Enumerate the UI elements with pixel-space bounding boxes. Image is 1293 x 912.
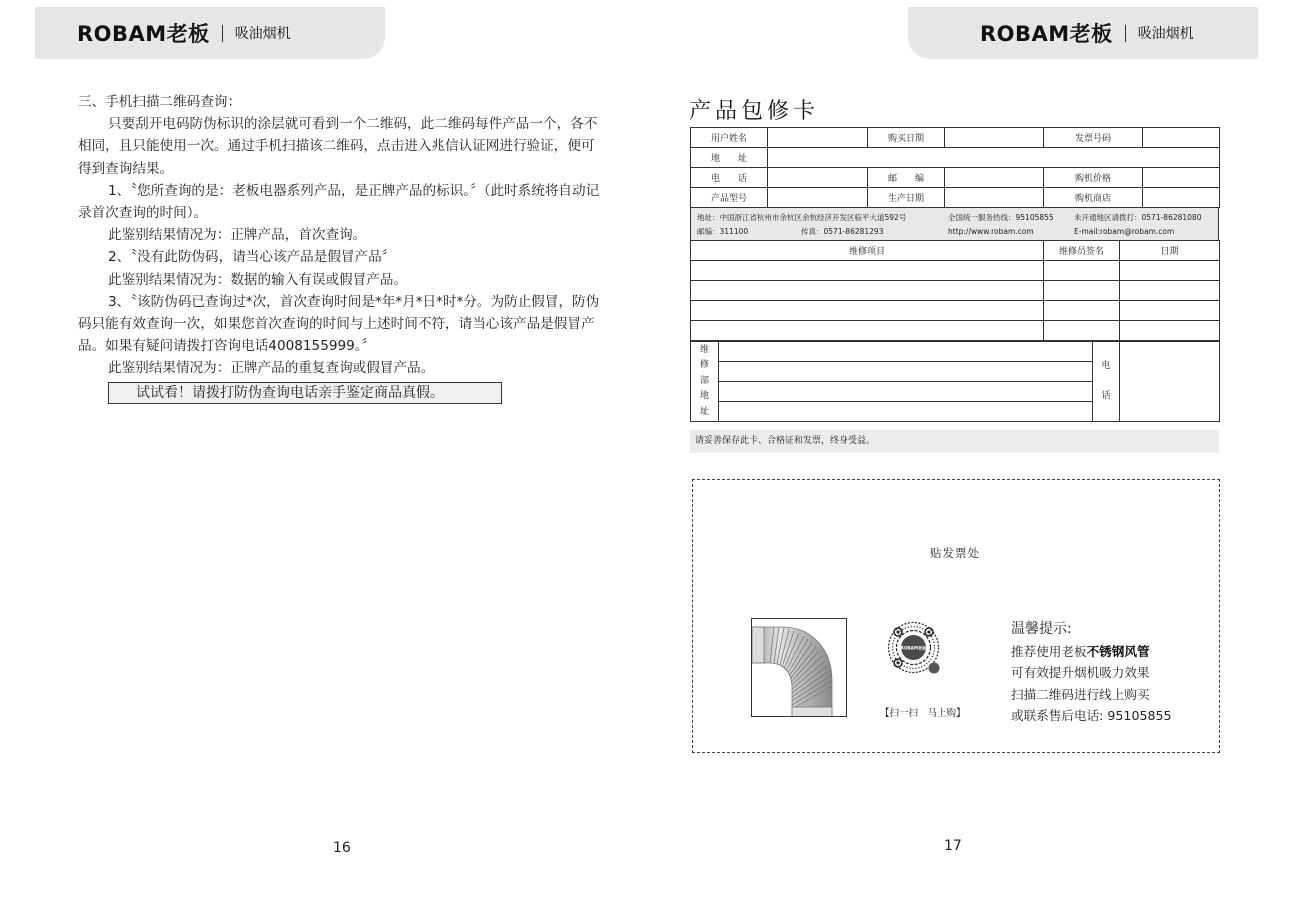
nonzone-phone: 未开通地区请拨打：0571-86281080: [1074, 213, 1202, 222]
company-email: E-mail:robam@robam.com: [1074, 227, 1175, 236]
result-2: 此鉴别结果情况为：数据的输入有误或假冒产品。: [108, 271, 408, 288]
label-production-date: 生产日期: [868, 188, 945, 208]
flexible-duct-icon: [752, 619, 847, 717]
customer-info-table: [690, 127, 1220, 208]
keep-card-note: 请妥善保存此卡、合格证和发票，终身受益。: [690, 430, 1219, 453]
field-phone[interactable]: [768, 168, 868, 188]
result-3: 此鉴别结果情况为：正牌产品的重复查询或假冒产品。: [108, 360, 435, 377]
case-2: 2、〝没有此防伪码，请当心该产品是假冒产品〞: [108, 249, 396, 266]
repair-item-cell[interactable]: [691, 301, 1044, 321]
repair-date-cell[interactable]: [1120, 301, 1220, 321]
warranty-card-title: 产品包修卡: [689, 99, 820, 124]
qr-caption: 【扫一扫 马上购】: [880, 708, 966, 719]
header-repair-item: 维修项目: [691, 241, 1044, 261]
repair-sign-cell[interactable]: [1044, 321, 1120, 341]
label-user-name: 用户姓名: [691, 128, 768, 148]
repair-date-cell[interactable]: [1120, 281, 1220, 301]
repair-item-cell[interactable]: [691, 281, 1044, 301]
repair-dept-table: [690, 341, 1220, 422]
header-subtitle: 吸油烟机: [234, 26, 291, 42]
page-number-left: 16: [333, 840, 351, 856]
case-1: 1、〝您所查询的是：老板电器系列产品，是正牌产品的标识。〞（此时系统将自动记录首次查询的时间）。: [78, 182, 600, 222]
label-invoice-no: 发票号码: [1044, 128, 1143, 148]
dept-address-line[interactable]: [719, 402, 1093, 422]
field-dept-phone[interactable]: [1120, 342, 1220, 422]
dept-address-line[interactable]: [719, 382, 1093, 402]
header-divider: [222, 25, 223, 42]
field-purchase-date[interactable]: [945, 128, 1044, 148]
repair-sign-cell[interactable]: [1044, 301, 1120, 321]
label-repair-dept-address: 维 修 部 地 址: [691, 342, 719, 422]
dept-address-line[interactable]: [719, 342, 1093, 362]
field-zip[interactable]: [945, 168, 1044, 188]
dept-address-line[interactable]: [719, 362, 1093, 382]
header-subtitle: 吸油烟机: [1137, 26, 1194, 42]
tips-line-3: 扫描二维码进行线上购买: [1011, 686, 1150, 702]
header-right: [908, 7, 1258, 59]
invoice-paste-area: [692, 479, 1220, 753]
duct-pipe-image: [751, 618, 847, 717]
service-hotline: 全国统一服务热线：95105855: [948, 213, 1054, 222]
company-postcode: 邮编：311100: [697, 227, 749, 236]
warranty-card: [690, 127, 1219, 422]
repair-date-cell[interactable]: [1120, 261, 1220, 281]
brand-logo: ROBAM老板: [77, 22, 210, 46]
qr-logo-text: ROBAM老板: [900, 645, 927, 651]
result-1: 此鉴别结果情况为：正牌产品，首次查询。: [108, 227, 367, 244]
repair-date-cell[interactable]: [1120, 321, 1220, 341]
label-shop: 购机商店: [1044, 188, 1143, 208]
company-address: 地址：中国浙江省杭州市余杭区余杭经济开发区临平大道592号: [697, 213, 907, 222]
page-number-right: 17: [944, 838, 962, 854]
brand-logo: ROBAM老板: [980, 22, 1113, 46]
field-invoice-no[interactable]: [1143, 128, 1220, 148]
repair-sign-cell[interactable]: [1044, 261, 1120, 281]
intro-paragraph: 只要刮开电码防伪标识的涂层就可看到一个二维码，此二维码每件产品一个，各不相同，且只能使用一次。通过手机扫描该二维码，点击进入兆信认证网进行验证，便可得到查询结果。: [78, 116, 598, 177]
case-3: 3、〝该防伪码已查询过*次，首次查询时间是*年*月*日*时*分。为防止假冒，防伪码只能有效查询一次，如果您首次查询的时间与上述时间不符，请当心该产品是假冒产品。如果有疑问请拨打咨询电话4008155999。〞: [78, 293, 600, 355]
repair-item-cell[interactable]: [691, 261, 1044, 281]
header-left: [35, 7, 385, 59]
left-page-content: [78, 91, 608, 404]
company-info-band: [690, 208, 1219, 240]
header-repair-date: 日期: [1120, 241, 1220, 261]
tips-highlight: 不锈钢风管: [1086, 643, 1150, 659]
label-dept-phone: 电 话: [1093, 342, 1120, 422]
field-user-name[interactable]: [768, 128, 868, 148]
tip-box: 试试看！请拨打防伪查询电话亲手鉴定商品真假。: [108, 382, 502, 404]
tips-line-1: 推荐使用老板不锈钢风管: [1011, 643, 1150, 659]
tips-line-4: 或联系售后电话: 95105855: [1011, 708, 1172, 723]
label-purchase-date: 购买日期: [868, 128, 945, 148]
repair-record-table: [690, 240, 1220, 341]
field-production-date[interactable]: [945, 188, 1044, 208]
header-repairer-sign: 维修员签名: [1044, 241, 1120, 261]
section-heading: 三、手机扫描二维码查询：: [78, 94, 242, 110]
header-divider: [1125, 25, 1126, 42]
qr-code-icon[interactable]: [886, 620, 941, 675]
label-model: 产品型号: [691, 188, 768, 208]
label-zip: 邮 编: [868, 168, 945, 188]
tips-line-2: 可有效提升烟机吸力效果: [1011, 665, 1150, 680]
label-address: 地 址: [691, 148, 768, 168]
repair-item-cell[interactable]: [691, 321, 1044, 341]
repair-sign-cell[interactable]: [1044, 281, 1120, 301]
label-price: 购机价格: [1044, 168, 1143, 188]
company-website: http://www.robam.com: [948, 227, 1034, 236]
field-address[interactable]: [768, 148, 1220, 168]
tips-title: 温馨提示:: [1011, 621, 1072, 637]
company-fax: 传真：0571-86281293: [801, 227, 884, 236]
tips-block: [1011, 619, 1172, 727]
label-phone: 电 话: [691, 168, 768, 188]
field-model[interactable]: [768, 188, 868, 208]
field-price[interactable]: [1143, 168, 1220, 188]
invoice-area-label: 贴发票处: [930, 546, 980, 560]
field-shop[interactable]: [1143, 188, 1220, 208]
